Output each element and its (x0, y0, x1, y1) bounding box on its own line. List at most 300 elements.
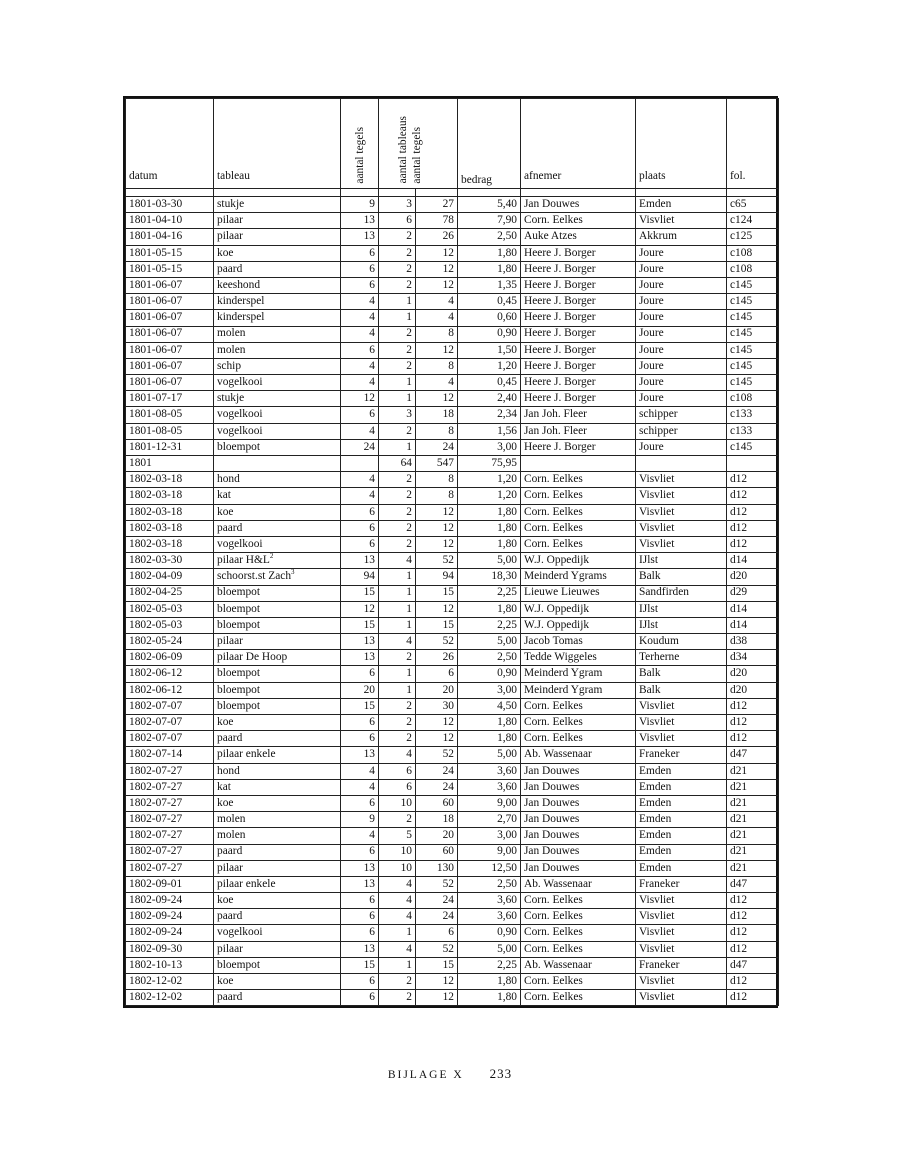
table-row (126, 893, 779, 909)
cell-tableau: molen (214, 326, 341, 342)
cell-plaats: Sandfirden (636, 585, 727, 601)
cell-aantal-tableaus: 2 (379, 488, 416, 504)
cell-fol: d12 (727, 941, 779, 957)
cell-afnemer: Heere J. Borger (521, 358, 636, 374)
cell-afnemer: W.J. Oppedijk (521, 601, 636, 617)
cell-aantal-tableaus: 2 (379, 342, 416, 358)
cell-aantal-tegels-total: 6 (416, 666, 458, 682)
cell-fol: d12 (727, 974, 779, 990)
cell-tableau: kat (214, 779, 341, 795)
cell-datum: 1802-07-27 (126, 763, 214, 779)
cell-afnemer: Ab. Wassenaar (521, 957, 636, 973)
table-row (126, 974, 779, 990)
cell-aantal-tegels (341, 456, 379, 472)
cell-bedrag: 3,00 (458, 828, 521, 844)
cell-aantal-tegels-total: 26 (416, 650, 458, 666)
cell-tableau: vogelkooi (214, 423, 341, 439)
cell-datum: 1801-05-15 (126, 261, 214, 277)
cell-aantal-tegels-total: 52 (416, 747, 458, 763)
cell-aantal-tegels: 9 (341, 812, 379, 828)
cell-aantal-tegels: 6 (341, 715, 379, 731)
cell-plaats: Visvliet (636, 731, 727, 747)
cell-aantal-tableaus: 1 (379, 666, 416, 682)
cell-fol: c125 (727, 229, 779, 245)
cell-aantal-tegels-total: 15 (416, 585, 458, 601)
cell-plaats: Franeker (636, 876, 727, 892)
ledger-table-frame (123, 96, 778, 1008)
cell-aantal-tegels-total: 52 (416, 553, 458, 569)
cell-fol: c133 (727, 423, 779, 439)
cell-datum: 1802-07-27 (126, 844, 214, 860)
table-row (126, 197, 779, 213)
cell-bedrag: 18,30 (458, 569, 521, 585)
cell-tableau: pilaar (214, 213, 341, 229)
cell-plaats: Visvliet (636, 213, 727, 229)
cell-aantal-tegels: 13 (341, 747, 379, 763)
cell-fol: d12 (727, 472, 779, 488)
cell-aantal-tableaus: 4 (379, 893, 416, 909)
table-row (126, 925, 779, 941)
cell-tableau: pilaar (214, 860, 341, 876)
cell-afnemer: W.J. Oppedijk (521, 553, 636, 569)
cell-aantal-tegels-total: 8 (416, 358, 458, 374)
table-row (126, 860, 779, 876)
cell-bedrag: 1,80 (458, 536, 521, 552)
cell-aantal-tegels: 6 (341, 974, 379, 990)
cell-aantal-tegels: 6 (341, 909, 379, 925)
cell-aantal-tableaus: 4 (379, 876, 416, 892)
table-row (126, 488, 779, 504)
cell-datum: 1802-09-24 (126, 909, 214, 925)
cell-afnemer: Corn. Eelkes (521, 925, 636, 941)
cell-aantal-tegels: 6 (341, 731, 379, 747)
table-row (126, 715, 779, 731)
cell-fol: d12 (727, 536, 779, 552)
cell-aantal-tableaus: 1 (379, 601, 416, 617)
cell-datum: 1801-12-31 (126, 439, 214, 455)
cell-bedrag: 3,60 (458, 909, 521, 925)
cell-aantal-tegels-total: 12 (416, 520, 458, 536)
cell-plaats (636, 456, 727, 472)
cell-aantal-tegels: 12 (341, 601, 379, 617)
page-number: 233 (489, 1066, 513, 1081)
table-row (126, 617, 779, 633)
table-row (126, 747, 779, 763)
cell-afnemer: Ab. Wassenaar (521, 876, 636, 892)
cell-tableau: paard (214, 909, 341, 925)
cell-datum: 1802-05-24 (126, 634, 214, 650)
cell-datum: 1802-03-30 (126, 553, 214, 569)
cell-aantal-tegels-total: 15 (416, 617, 458, 633)
cell-afnemer: Corn. Eelkes (521, 213, 636, 229)
table-row (126, 391, 779, 407)
cell-tableau: pilaar (214, 229, 341, 245)
cell-tableau: pilaar De Hoop (214, 650, 341, 666)
cell-aantal-tableaus: 5 (379, 828, 416, 844)
cell-fol: d21 (727, 844, 779, 860)
cell-plaats: Joure (636, 391, 727, 407)
cell-tableau: koe (214, 795, 341, 811)
cell-aantal-tegels-total: 6 (416, 925, 458, 941)
cell-aantal-tableaus: 1 (379, 585, 416, 601)
cell-bedrag: 7,90 (458, 213, 521, 229)
cell-tableau: pilaar enkele (214, 876, 341, 892)
cell-bedrag: 2,50 (458, 650, 521, 666)
cell-datum: 1801-06-07 (126, 342, 214, 358)
cell-aantal-tegels-total: 12 (416, 342, 458, 358)
cell-afnemer: Heere J. Borger (521, 261, 636, 277)
cell-aantal-tegels: 15 (341, 617, 379, 633)
cell-aantal-tegels-total: 24 (416, 439, 458, 455)
cell-aantal-tegels: 4 (341, 294, 379, 310)
cell-bedrag: 5,00 (458, 634, 521, 650)
cell-aantal-tableaus: 2 (379, 423, 416, 439)
cell-aantal-tegels: 4 (341, 310, 379, 326)
cell-aantal-tegels-total: 547 (416, 456, 458, 472)
cell-aantal-tegels: 6 (341, 844, 379, 860)
cell-aantal-tegels-total: 52 (416, 876, 458, 892)
cell-aantal-tableaus: 2 (379, 715, 416, 731)
cell-datum: 1802-12-02 (126, 990, 214, 1006)
cell-bedrag: 3,60 (458, 779, 521, 795)
cell-bedrag: 9,00 (458, 844, 521, 860)
cell-aantal-tableaus: 4 (379, 941, 416, 957)
cell-aantal-tableaus: 2 (379, 229, 416, 245)
cell-datum: 1802-07-27 (126, 828, 214, 844)
cell-aantal-tableaus: 64 (379, 456, 416, 472)
cell-aantal-tableaus: 2 (379, 472, 416, 488)
cell-datum: 1802-10-13 (126, 957, 214, 973)
cell-aantal-tegels: 12 (341, 391, 379, 407)
table-row (126, 536, 779, 552)
cell-afnemer: Heere J. Borger (521, 439, 636, 455)
cell-datum: 1801-06-07 (126, 326, 214, 342)
cell-plaats: IJlst (636, 601, 727, 617)
cell-aantal-tableaus: 10 (379, 844, 416, 860)
cell-tableau: kat (214, 488, 341, 504)
cell-tableau: molen (214, 812, 341, 828)
cell-afnemer: Heere J. Borger (521, 391, 636, 407)
header-bedrag: bedrag (458, 99, 521, 189)
cell-tableau: paard (214, 990, 341, 1006)
cell-bedrag: 1,20 (458, 358, 521, 374)
cell-bedrag: 1,56 (458, 423, 521, 439)
cell-bedrag: 5,00 (458, 553, 521, 569)
cell-aantal-tableaus: 10 (379, 860, 416, 876)
footnote-marker: 2 (269, 552, 274, 561)
cell-tableau: schip (214, 358, 341, 374)
cell-aantal-tegels: 4 (341, 358, 379, 374)
cell-aantal-tegels: 6 (341, 407, 379, 423)
cell-plaats: Visvliet (636, 504, 727, 520)
cell-fol: d12 (727, 698, 779, 714)
cell-plaats: Joure (636, 245, 727, 261)
cell-datum: 1802-07-14 (126, 747, 214, 763)
cell-tableau (214, 456, 341, 472)
cell-datum: 1801-06-07 (126, 277, 214, 293)
cell-afnemer: Jan Joh. Fleer (521, 407, 636, 423)
ledger-table (125, 98, 779, 1006)
cell-plaats: Joure (636, 326, 727, 342)
cell-aantal-tegels: 94 (341, 569, 379, 585)
cell-datum: 1801-03-30 (126, 197, 214, 213)
cell-afnemer: Corn. Eelkes (521, 731, 636, 747)
cell-aantal-tableaus: 2 (379, 326, 416, 342)
cell-tableau: koe (214, 245, 341, 261)
cell-plaats: Joure (636, 261, 727, 277)
cell-aantal-tegels: 9 (341, 197, 379, 213)
cell-aantal-tableaus: 10 (379, 795, 416, 811)
table-row (126, 634, 779, 650)
cell-tableau: kinderspel (214, 310, 341, 326)
cell-aantal-tegels: 20 (341, 682, 379, 698)
table-row (126, 407, 779, 423)
table-row (126, 812, 779, 828)
cell-afnemer: Jan Douwes (521, 844, 636, 860)
cell-datum: 1802-12-02 (126, 974, 214, 990)
cell-plaats: Koudum (636, 634, 727, 650)
cell-aantal-tegels-total: 15 (416, 957, 458, 973)
cell-bedrag: 4,50 (458, 698, 521, 714)
cell-afnemer: Jan Douwes (521, 763, 636, 779)
table-row (126, 666, 779, 682)
cell-plaats: Joure (636, 294, 727, 310)
cell-aantal-tableaus: 2 (379, 698, 416, 714)
cell-fol: c108 (727, 391, 779, 407)
cell-plaats: Joure (636, 342, 727, 358)
cell-bedrag: 1,80 (458, 520, 521, 536)
cell-aantal-tegels: 6 (341, 504, 379, 520)
cell-datum: 1802-06-12 (126, 666, 214, 682)
cell-aantal-tegels-total: 24 (416, 779, 458, 795)
cell-aantal-tableaus: 6 (379, 213, 416, 229)
cell-fol: d20 (727, 682, 779, 698)
cell-datum: 1802-09-30 (126, 941, 214, 957)
cell-fol: c65 (727, 197, 779, 213)
cell-aantal-tableaus: 2 (379, 277, 416, 293)
cell-afnemer: Auke Atzes (521, 229, 636, 245)
cell-plaats: Joure (636, 358, 727, 374)
cell-tableau: stukje (214, 391, 341, 407)
cell-tableau: bloempot (214, 601, 341, 617)
cell-aantal-tegels: 6 (341, 520, 379, 536)
cell-aantal-tegels: 6 (341, 893, 379, 909)
cell-afnemer: Heere J. Borger (521, 375, 636, 391)
table-row (126, 990, 779, 1006)
table-row (126, 601, 779, 617)
table-row (126, 472, 779, 488)
cell-fol: d12 (727, 893, 779, 909)
cell-aantal-tegels-total: 20 (416, 828, 458, 844)
cell-fol: c145 (727, 342, 779, 358)
cell-bedrag: 1,80 (458, 974, 521, 990)
cell-afnemer: Corn. Eelkes (521, 974, 636, 990)
cell-aantal-tegels-total: 78 (416, 213, 458, 229)
cell-datum: 1801-04-16 (126, 229, 214, 245)
cell-afnemer: Corn. Eelkes (521, 715, 636, 731)
cell-tableau: stukje (214, 197, 341, 213)
cell-afnemer: Heere J. Borger (521, 245, 636, 261)
table-row (126, 342, 779, 358)
cell-plaats: Visvliet (636, 488, 727, 504)
cell-aantal-tableaus: 3 (379, 407, 416, 423)
cell-aantal-tegels: 4 (341, 423, 379, 439)
cell-tableau: koe (214, 974, 341, 990)
cell-aantal-tegels-total: 12 (416, 715, 458, 731)
header-datum: datum (126, 99, 214, 189)
cell-datum: 1801-05-15 (126, 245, 214, 261)
table-row (126, 504, 779, 520)
cell-aantal-tegels-total: 20 (416, 682, 458, 698)
cell-bedrag: 1,80 (458, 261, 521, 277)
cell-aantal-tegels: 6 (341, 990, 379, 1006)
cell-aantal-tableaus: 2 (379, 261, 416, 277)
cell-bedrag: 3,60 (458, 763, 521, 779)
table-row (126, 553, 779, 569)
cell-aantal-tegels-total: 24 (416, 763, 458, 779)
cell-aantal-tegels: 15 (341, 585, 379, 601)
cell-fol: d20 (727, 666, 779, 682)
cell-bedrag: 12,50 (458, 860, 521, 876)
cell-fol: d21 (727, 779, 779, 795)
cell-fol: c108 (727, 261, 779, 277)
cell-bedrag: 0,90 (458, 925, 521, 941)
cell-datum: 1802-07-07 (126, 731, 214, 747)
cell-fol: c145 (727, 310, 779, 326)
cell-aantal-tableaus: 1 (379, 925, 416, 941)
cell-plaats: Visvliet (636, 893, 727, 909)
cell-plaats: Franeker (636, 747, 727, 763)
cell-bedrag: 1,80 (458, 715, 521, 731)
cell-afnemer (521, 456, 636, 472)
cell-plaats: Akkrum (636, 229, 727, 245)
cell-fol: c145 (727, 294, 779, 310)
cell-datum: 1802-07-27 (126, 779, 214, 795)
cell-fol: c108 (727, 245, 779, 261)
page-footer (0, 1066, 900, 1082)
cell-plaats: Visvliet (636, 974, 727, 990)
cell-aantal-tableaus: 1 (379, 391, 416, 407)
cell-plaats: IJlst (636, 553, 727, 569)
cell-bedrag: 2,25 (458, 585, 521, 601)
cell-tableau: pilaar (214, 941, 341, 957)
cell-datum: 1802-09-24 (126, 925, 214, 941)
cell-aantal-tegels-total: 12 (416, 731, 458, 747)
cell-fol (727, 456, 779, 472)
cell-plaats: Terherne (636, 650, 727, 666)
cell-plaats: Visvliet (636, 925, 727, 941)
cell-aantal-tegels-total: 94 (416, 569, 458, 585)
cell-tableau: bloempot (214, 682, 341, 698)
cell-aantal-tableaus: 1 (379, 310, 416, 326)
table-row (126, 876, 779, 892)
cell-plaats: Visvliet (636, 941, 727, 957)
cell-bedrag: 1,20 (458, 488, 521, 504)
cell-fol: c145 (727, 439, 779, 455)
cell-aantal-tableaus: 6 (379, 763, 416, 779)
spacer-row (126, 189, 779, 197)
cell-afnemer: Meinderd Ygram (521, 682, 636, 698)
cell-plaats: Franeker (636, 957, 727, 973)
cell-plaats: Visvliet (636, 472, 727, 488)
cell-aantal-tegels-total: 12 (416, 601, 458, 617)
cell-datum: 1802-03-18 (126, 536, 214, 552)
cell-aantal-tegels: 6 (341, 795, 379, 811)
cell-tableau: bloempot (214, 617, 341, 633)
cell-fol: c124 (727, 213, 779, 229)
cell-bedrag: 1,20 (458, 472, 521, 488)
cell-datum: 1801-06-07 (126, 294, 214, 310)
cell-afnemer: Corn. Eelkes (521, 909, 636, 925)
cell-aantal-tegels: 13 (341, 650, 379, 666)
cell-aantal-tegels: 15 (341, 698, 379, 714)
cell-aantal-tableaus: 4 (379, 634, 416, 650)
cell-bedrag: 0,90 (458, 326, 521, 342)
cell-afnemer: Corn. Eelkes (521, 990, 636, 1006)
table-row (126, 698, 779, 714)
table-row (126, 957, 779, 973)
cell-aantal-tegels: 6 (341, 536, 379, 552)
cell-fol: d12 (727, 731, 779, 747)
cell-bedrag: 2,50 (458, 876, 521, 892)
cell-datum: 1802-04-09 (126, 569, 214, 585)
cell-fol: d21 (727, 763, 779, 779)
table-row (126, 456, 779, 472)
cell-bedrag: 3,00 (458, 682, 521, 698)
cell-bedrag: 2,40 (458, 391, 521, 407)
cell-aantal-tableaus: 1 (379, 569, 416, 585)
cell-aantal-tableaus: 2 (379, 245, 416, 261)
cell-aantal-tableaus: 1 (379, 617, 416, 633)
cell-plaats: Emden (636, 812, 727, 828)
cell-datum: 1802-07-27 (126, 860, 214, 876)
table-row (126, 310, 779, 326)
cell-aantal-tegels-total: 12 (416, 504, 458, 520)
cell-aantal-tableaus: 4 (379, 909, 416, 925)
cell-aantal-tegels-total: 12 (416, 261, 458, 277)
cell-aantal-tableaus: 3 (379, 197, 416, 213)
cell-aantal-tegels-total: 4 (416, 310, 458, 326)
cell-fol: c145 (727, 375, 779, 391)
cell-fol: d47 (727, 876, 779, 892)
cell-tableau: pilaar $H\&L^2$ (214, 553, 341, 569)
cell-afnemer: Heere J. Borger (521, 310, 636, 326)
cell-plaats: Emden (636, 828, 727, 844)
cell-bedrag: 2,50 (458, 229, 521, 245)
table-row (126, 650, 779, 666)
cell-bedrag: 1,80 (458, 504, 521, 520)
table-row (126, 779, 779, 795)
cell-afnemer: Corn. Eelkes (521, 504, 636, 520)
header-aantal-tableaus-tegels: aantal tableaus aantal tegels (379, 99, 458, 189)
cell-fol: d47 (727, 747, 779, 763)
cell-datum: 1802-06-09 (126, 650, 214, 666)
cell-fol: c145 (727, 358, 779, 374)
cell-plaats: Visvliet (636, 715, 727, 731)
cell-tableau: schoorst.st Zach$^3$ (214, 569, 341, 585)
cell-afnemer: Ab. Wassenaar (521, 747, 636, 763)
cell-afnemer: Corn. Eelkes (521, 941, 636, 957)
table-row (126, 277, 779, 293)
cell-aantal-tegels-total: 130 (416, 860, 458, 876)
cell-aantal-tegels-total: 30 (416, 698, 458, 714)
cell-afnemer: Meinderd Ygrams (521, 569, 636, 585)
cell-fol: c133 (727, 407, 779, 423)
cell-fol: d20 (727, 569, 779, 585)
table-row (126, 294, 779, 310)
table-row (126, 439, 779, 455)
cell-tableau: koe (214, 893, 341, 909)
